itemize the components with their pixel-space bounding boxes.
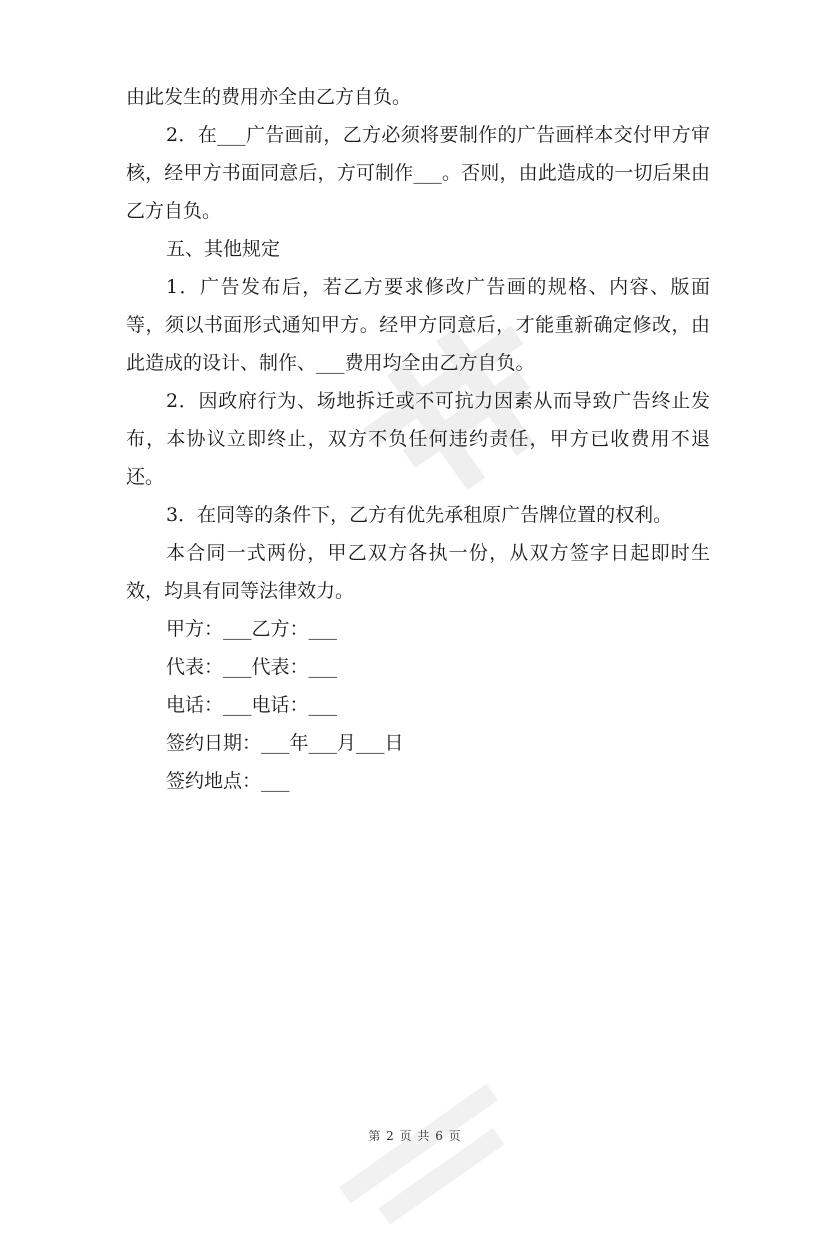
paragraph-clause-2-termination: 2．因政府行为、场地拆迁或不可抗力因素从而导致广告终止发布，本协议立即终止，双方不负任何违约责任，甲方已收费用不退还。 xyxy=(126,390,710,488)
paragraph-clause-1-modification: 1．广告发布后，若乙方要求修改广告画的规格、内容、版面等，须以书面形式通知甲方。经甲方同意后，才能重新确定修改，由此造成的设计、制作、___费用均全由乙方自负。 xyxy=(126,276,710,374)
paragraph-contract-copies: 本合同一式两份，甲乙双方各执一份，从双方签字日起即时生效，均具有同等法律效力。 xyxy=(126,542,710,602)
section-heading-other-provisions: 五、其他规定 xyxy=(166,238,281,260)
document-body xyxy=(126,78,710,800)
signature-phones: 电话：___电话：___ xyxy=(166,694,338,716)
signature-parties: 甲方：___乙方：___ xyxy=(166,618,338,640)
watermark-logo-bottom xyxy=(300,1060,560,1260)
signature-date: 签约日期：___年___月___日 xyxy=(166,732,404,754)
page-number-footer: 第 2 页 共 6 页 xyxy=(368,1129,462,1143)
paragraph-fee-continuation: 由此发生的费用亦全由乙方自负。 xyxy=(126,86,412,108)
signature-place: 签约地点：___ xyxy=(166,770,290,792)
signature-block xyxy=(126,610,710,800)
paragraph-clause-3-priority-rent: 3．在同等的条件下，乙方有优先承租原广告牌位置的权利。 xyxy=(166,504,673,526)
paragraph-clause-2-sample-review: 2．在___广告画前，乙方必须将要制作的广告画样本交付甲方审核，经甲方书面同意后，方可制作___。否则，由此造成的一切后果由乙方自负。 xyxy=(126,124,710,222)
signature-representatives: 代表：___代表：___ xyxy=(166,656,338,678)
